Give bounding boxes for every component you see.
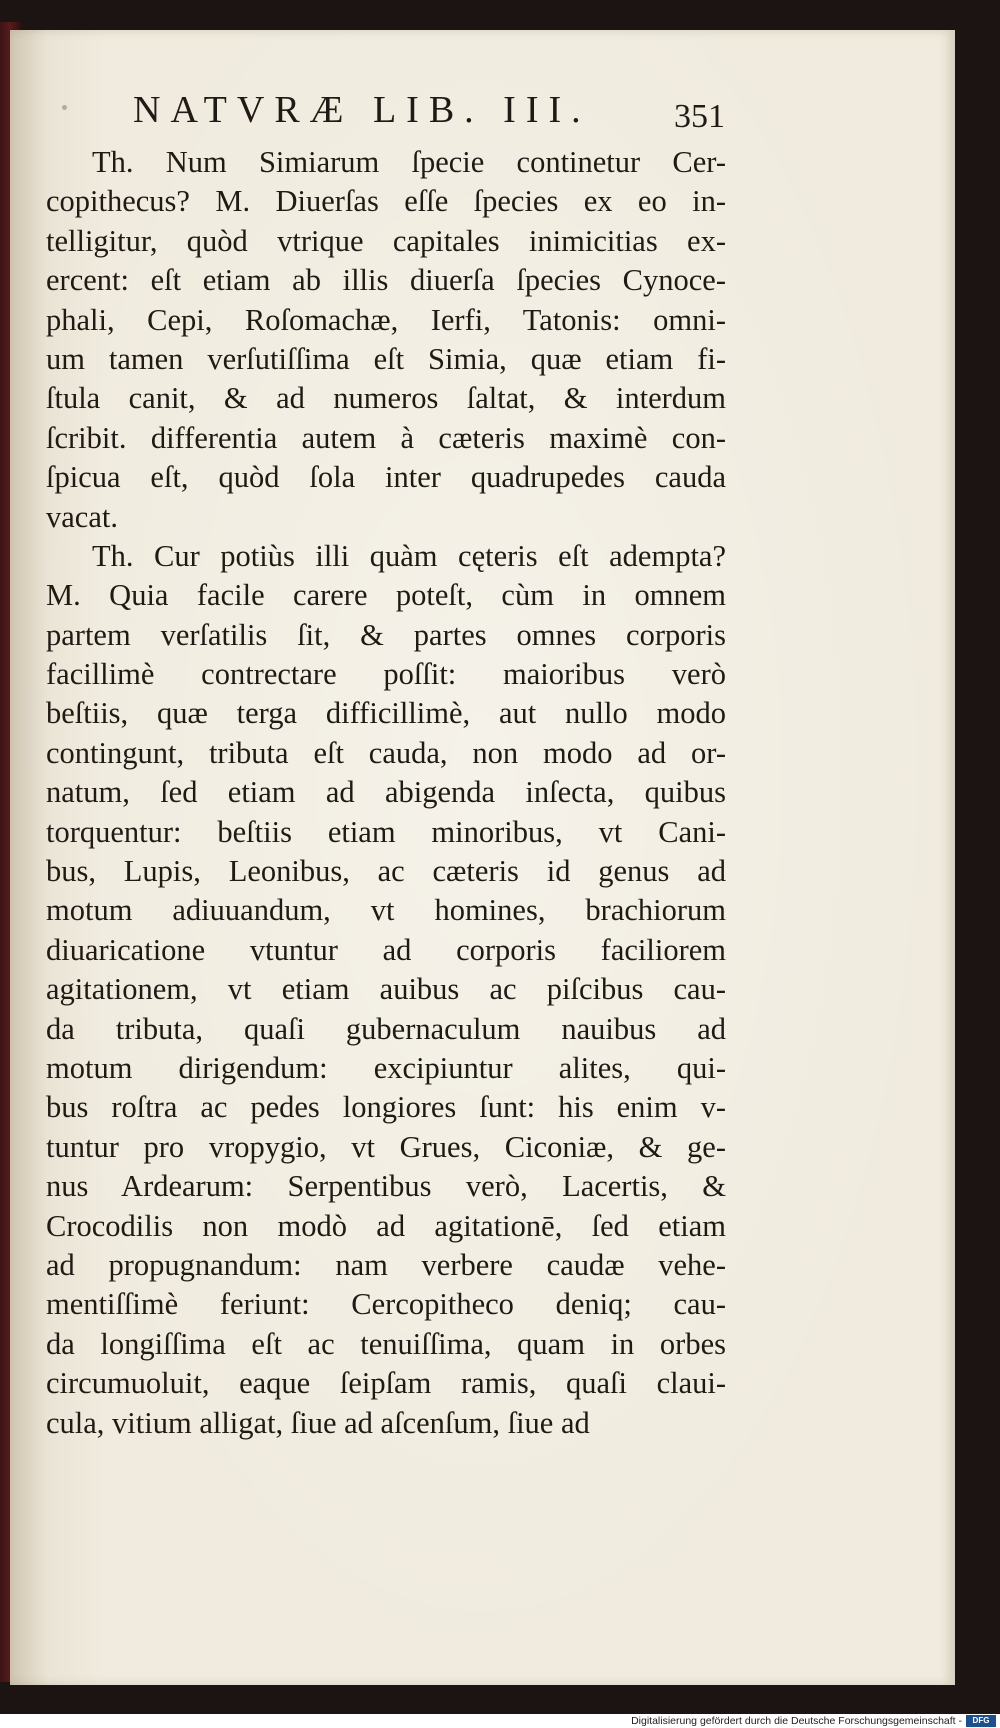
text-line: partem verſatilis ſit, & partes omnes corporis <box>46 617 726 652</box>
text-line: Crocodilis non modò ad agitationē, ſed etiam <box>46 1208 726 1243</box>
text-line: diuaricatione vtuntur ad corporis faciliorem <box>46 932 726 967</box>
text-line: natum, ſed etiam ad abigenda inſecta, quibus <box>46 775 726 810</box>
dfg-logo: DFG <box>966 1715 996 1727</box>
running-title: NATVRÆ LIB. III. <box>133 89 591 131</box>
text-line: telligitur, quòd vtrique capitales inimicitias ex- <box>46 223 726 258</box>
text-line: bus roſtra ac pedes longiores ſunt: his enim v- <box>46 1090 726 1125</box>
body-text <box>46 143 726 1443</box>
text-line: motum dirigendum: excipiuntur alites, qui- <box>46 1050 726 1085</box>
footer-bar <box>0 1714 1000 1728</box>
text-line: M. Quia facile carere poteſt, cùm in omnem <box>46 578 726 613</box>
text-line: tuntur pro vropygio, vt Grues, Ciconiæ, & ge- <box>46 1129 726 1164</box>
text-line: torquentur: beſtiis etiam minoribus, vt Cani- <box>46 814 726 849</box>
page-speck <box>62 105 67 110</box>
text-line: um tamen verſutiſſima eſt Simia, quæ etiam fi- <box>46 341 726 376</box>
text-line: ſcribit. differentia autem à cæteris maximè con- <box>46 420 726 455</box>
text-line: phali, Cepi, Roſomachæ, Ierfi, Tatonis: omni- <box>46 302 726 337</box>
text-line: beſtiis, quæ terga difficillimè, aut nullo modo <box>46 696 726 731</box>
text-line: agitationem, vt etiam auibus ac piſcibus cau- <box>46 972 726 1007</box>
text-line: nus Ardearum: Serpentibus verò, Lacertis, & <box>46 1169 726 1204</box>
text-line: cula, vitium alligat, ſiue ad aſcenſum, ſiue ad <box>46 1405 590 1440</box>
text-line: mentiſſimè feriunt: Cercopitheco deniq; cau- <box>46 1287 726 1322</box>
text-line: ercent: eſt etiam ab illis diuerſa ſpecies Cynoce- <box>46 263 726 298</box>
text-line: facillimè contrectare poſſit: maioribus verò <box>46 657 726 692</box>
text-line: Th. Cur potiùs illi quàm cęteris eſt adempta? <box>92 538 726 573</box>
text-line: motum adiuuandum, vt homines, brachiorum <box>46 893 726 928</box>
text-line: bus, Lupis, Leonibus, ac cæteris id genus ad <box>46 854 726 889</box>
funding-credit: Digitalisierung gefördert durch die Deutsche Forschungsgemeinschaft - <box>631 1715 962 1727</box>
text-line: contingunt, tributa eſt cauda, non modo ad or- <box>46 735 726 770</box>
text-line: Th. Num Simiarum ſpecie continetur Cer- <box>92 145 726 179</box>
text-line: vacat. <box>46 499 118 534</box>
text-line: da tributa, quaſi gubernaculum nauibus ad <box>46 1011 726 1046</box>
page-number: 351 <box>674 98 725 135</box>
text-line: ſpicua eſt, quòd ſola inter quadrupedes cauda <box>46 460 726 495</box>
text-line: copithecus? M. Diuerſas eſſe ſpecies ex eo in- <box>46 184 726 219</box>
text-line: circumuoluit, eaque ſeipſam ramis, quaſi claui- <box>46 1366 726 1401</box>
text-line: da longiſſima eſt ac tenuiſſima, quam in orbes <box>46 1326 726 1361</box>
text-line: ad propugnandum: nam verbere caudæ vehe- <box>46 1247 726 1282</box>
text-line: ſtula canit, & ad numeros ſaltat, & interdum <box>46 381 726 416</box>
